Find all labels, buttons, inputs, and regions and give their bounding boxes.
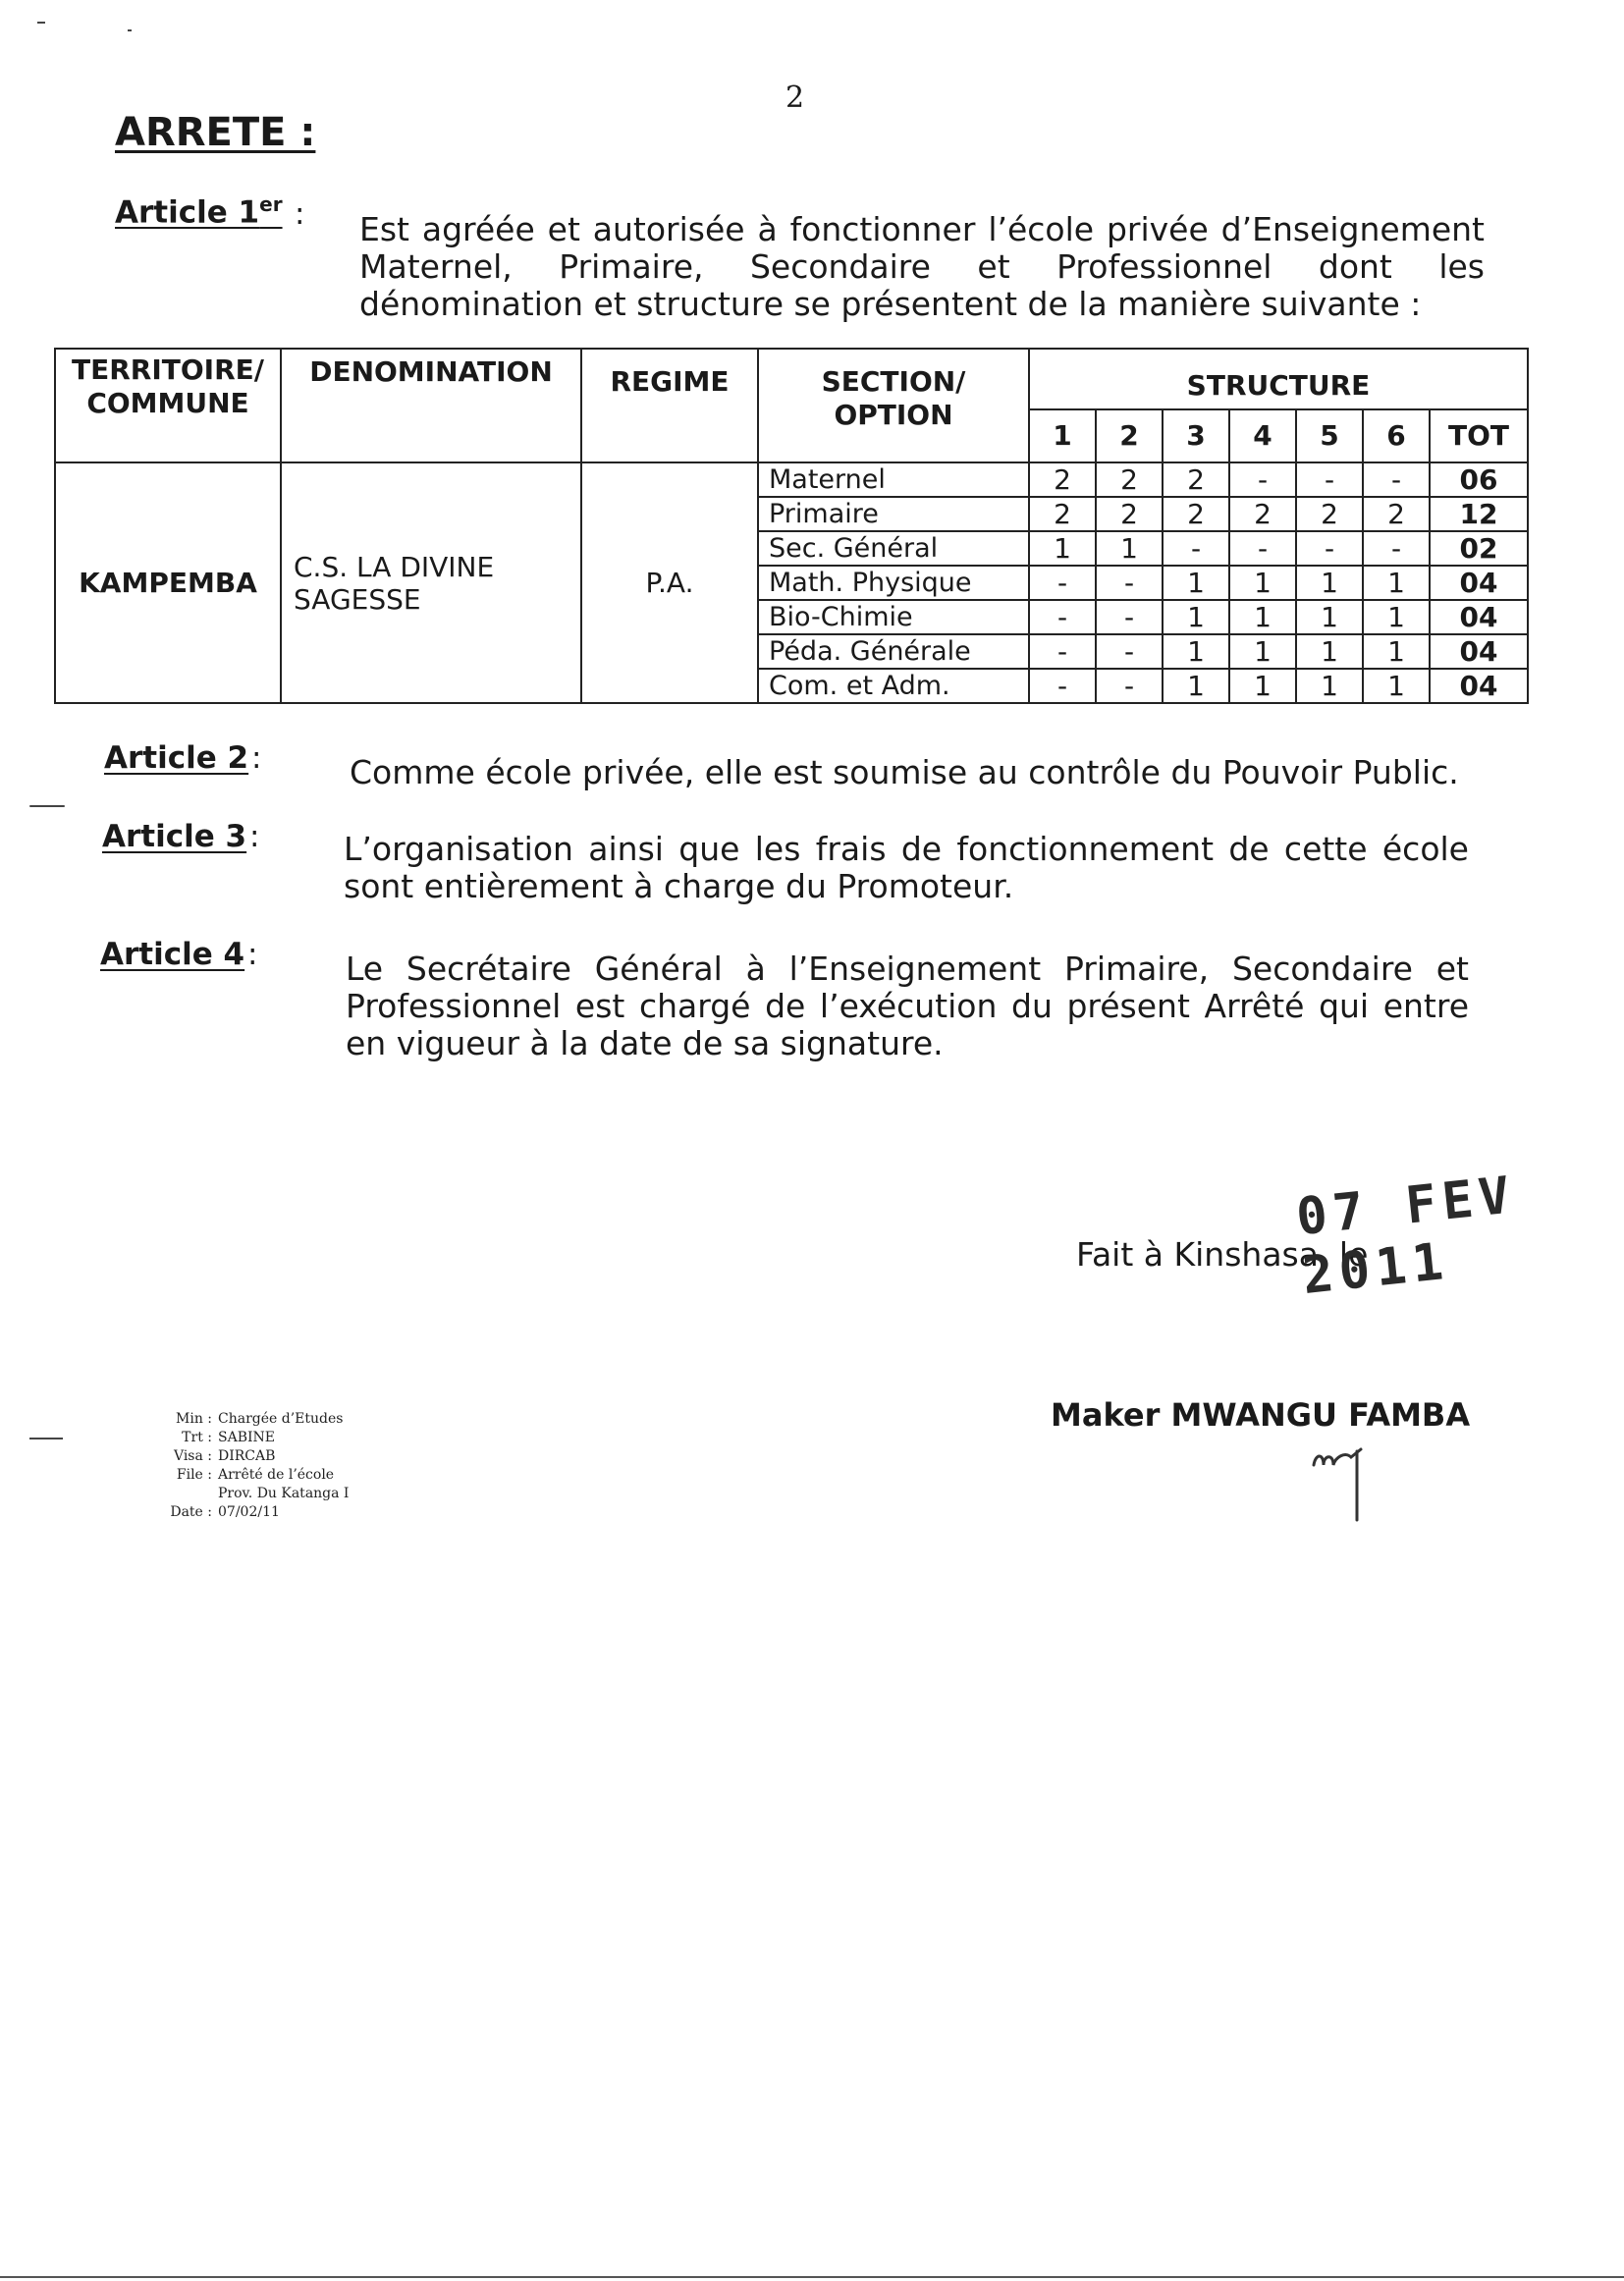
- header-total: TOT: [1430, 409, 1528, 462]
- level-cell: 2: [1096, 462, 1163, 497]
- article-4-label: Article 4: [100, 937, 245, 972]
- level-cell: 1: [1363, 566, 1430, 600]
- article-1-text: Est agréée et autorisée à fonctionner l’école privée d’Enseignement Maternel, Primaire, Secondaire et Professionnel dont les dénomination et structure se présentent de la manière suivante :: [359, 210, 1485, 323]
- section-cell: Maternel: [758, 462, 1029, 497]
- header-territoire: [55, 349, 281, 462]
- section-cell: Math. Physique: [758, 566, 1029, 600]
- level-cell: -: [1096, 634, 1163, 669]
- routing-value: SABINE: [218, 1430, 275, 1445]
- header-level-6: 6: [1363, 409, 1430, 462]
- header-level-2: 2: [1096, 409, 1163, 462]
- scan-edge-line: [0, 2276, 1624, 2278]
- level-cell: 1: [1363, 669, 1430, 703]
- level-cell: 1: [1296, 669, 1363, 703]
- level-cell: 1: [1296, 600, 1363, 634]
- level-cell: -: [1096, 566, 1163, 600]
- routing-row: [165, 1447, 349, 1466]
- level-cell: 1: [1163, 669, 1229, 703]
- level-cell: 1: [1229, 600, 1296, 634]
- level-cell: 1: [1096, 531, 1163, 566]
- section-cell: Com. et Adm.: [758, 669, 1029, 703]
- level-cell: -: [1029, 566, 1096, 600]
- routing-row: [165, 1466, 349, 1485]
- level-cell: -: [1363, 462, 1430, 497]
- header-level-4: 4: [1229, 409, 1296, 462]
- level-cell: -: [1229, 462, 1296, 497]
- level-cell: 2: [1029, 497, 1096, 531]
- level-cell: -: [1296, 531, 1363, 566]
- level-cell: 1: [1363, 634, 1430, 669]
- routing-label: File :: [176, 1467, 212, 1483]
- level-cell: -: [1029, 669, 1096, 703]
- article-1-label-sup: er: [259, 192, 283, 216]
- section-cell: Péda. Générale: [758, 634, 1029, 669]
- regime-cell: P.A.: [581, 462, 758, 703]
- article-2-colon: :: [251, 740, 262, 776]
- routing-row: [165, 1429, 349, 1447]
- scan-speck: [37, 22, 45, 24]
- place-date: Fait à Kinshasa, le: [1076, 1235, 1369, 1274]
- level-cell: -: [1096, 669, 1163, 703]
- routing-row: [165, 1503, 349, 1522]
- level-cell: -: [1163, 531, 1229, 566]
- scan-speck: [29, 805, 65, 807]
- total-cell: 06: [1430, 462, 1528, 497]
- article-2-text: Comme école privée, elle est soumise au contrôle du Pouvoir Public.: [350, 753, 1459, 791]
- date-stamp: 07 FEV 2011: [1293, 1166, 1519, 1306]
- routing-row: [165, 1485, 349, 1503]
- routing-value: DIRCAB: [218, 1448, 276, 1464]
- level-cell: -: [1029, 634, 1096, 669]
- denomination-line2: SAGESSE: [294, 582, 421, 616]
- routing-label: Visa :: [173, 1448, 212, 1464]
- level-cell: 2: [1229, 497, 1296, 531]
- header-regime: REGIME: [581, 349, 758, 462]
- total-cell: 04: [1430, 600, 1528, 634]
- routing-label: Trt :: [182, 1430, 212, 1445]
- routing-label: Min :: [176, 1411, 212, 1427]
- school-structure-table: [54, 348, 1529, 704]
- article-3-label: Article 3: [102, 819, 247, 854]
- routing-value: Arrêté de l’école: [218, 1467, 335, 1483]
- routing-row: [165, 1410, 349, 1429]
- section-cell: Bio-Chimie: [758, 600, 1029, 634]
- article-1-label-text: Article 1: [115, 194, 260, 231]
- level-cell: -: [1029, 600, 1096, 634]
- level-cell: 1: [1229, 634, 1296, 669]
- level-cell: 2: [1163, 462, 1229, 497]
- header-section-line2: OPTION: [834, 399, 953, 431]
- header-territoire-line1: TERRITOIRE/: [72, 353, 264, 386]
- header-level-5: 5: [1296, 409, 1363, 462]
- article-1-colon: :: [295, 196, 305, 232]
- denomination-line1: C.S. LA DIVINE: [294, 550, 495, 583]
- total-cell: 12: [1430, 497, 1528, 531]
- routing-note: [165, 1410, 349, 1522]
- level-cell: 2: [1096, 497, 1163, 531]
- article-2-label: Article 2: [104, 740, 249, 776]
- level-cell: 1: [1163, 634, 1229, 669]
- header-level-3: 3: [1163, 409, 1229, 462]
- level-cell: 2: [1163, 497, 1229, 531]
- routing-value: 07/02/11: [218, 1504, 280, 1520]
- level-cell: 1: [1229, 669, 1296, 703]
- level-cell: -: [1229, 531, 1296, 566]
- header-section: [758, 349, 1029, 462]
- article-4-text: Le Secrétaire Général à l’Enseignement Primaire, Secondaire et Professionnel est chargé de l’exécution du présent Arrêté qui entre en vigueur à la date de sa signature.: [346, 950, 1469, 1062]
- header-territoire-line2: COMMUNE: [86, 387, 249, 419]
- decree-title: ARRETE :: [115, 110, 316, 155]
- article-4-colon: :: [247, 937, 258, 972]
- level-cell: 1: [1296, 566, 1363, 600]
- level-cell: 1: [1163, 600, 1229, 634]
- level-cell: -: [1096, 600, 1163, 634]
- level-cell: -: [1296, 462, 1363, 497]
- level-cell: -: [1363, 531, 1430, 566]
- table-row: [55, 462, 1528, 497]
- level-cell: 2: [1363, 497, 1430, 531]
- level-cell: 1: [1229, 566, 1296, 600]
- section-cell: Sec. Général: [758, 531, 1029, 566]
- signature-icon: [1306, 1443, 1375, 1526]
- total-cell: 04: [1430, 669, 1528, 703]
- total-cell: 04: [1430, 566, 1528, 600]
- header-structure: STRUCTURE: [1029, 349, 1528, 409]
- header-section-line1: SECTION/: [821, 365, 966, 398]
- header-level-1: 1: [1029, 409, 1096, 462]
- level-cell: 1: [1363, 600, 1430, 634]
- article-3-colon: :: [249, 819, 260, 854]
- routing-label: Date :: [170, 1504, 212, 1520]
- article-1-label: [115, 192, 283, 230]
- signatory-name: Maker MWANGU FAMBA: [1051, 1396, 1471, 1434]
- section-cell: Primaire: [758, 497, 1029, 531]
- header-denomination: DENOMINATION: [281, 349, 581, 462]
- level-cell: 2: [1296, 497, 1363, 531]
- level-cell: 1: [1029, 531, 1096, 566]
- total-cell: 02: [1430, 531, 1528, 566]
- denomination-cell: [281, 462, 581, 703]
- article-3-text: L’organisation ainsi que les frais de fonctionnement de cette école sont entièrement à charge du Promoteur.: [344, 830, 1469, 905]
- page-number: 2: [785, 81, 805, 115]
- commune-cell: KAMPEMBA: [55, 462, 281, 703]
- routing-value: Chargée d’Etudes: [218, 1411, 344, 1427]
- routing-value: Prov. Du Katanga I: [218, 1486, 350, 1501]
- total-cell: 04: [1430, 634, 1528, 669]
- scan-speck: [128, 29, 132, 31]
- level-cell: 2: [1029, 462, 1096, 497]
- level-cell: 1: [1163, 566, 1229, 600]
- scan-speck: [29, 1438, 63, 1439]
- level-cell: 1: [1296, 634, 1363, 669]
